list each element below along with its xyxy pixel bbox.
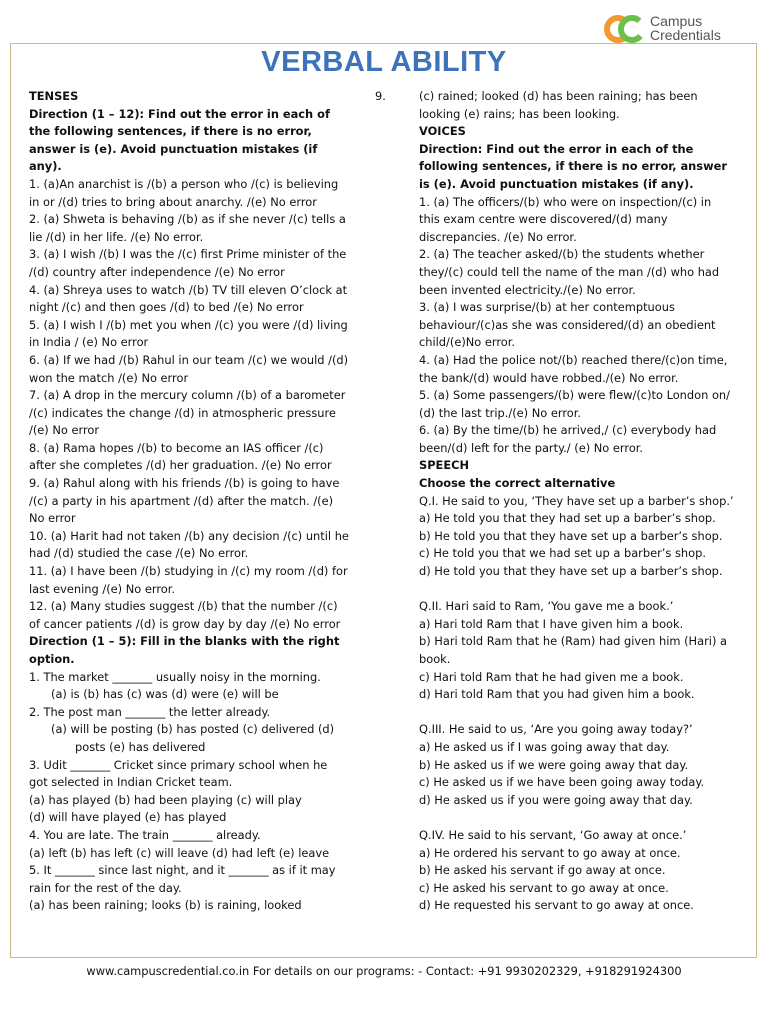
q9-number: 9.: [375, 89, 386, 103]
voice-item: 4. (a) Had the police not/(b) reached there/(c)on time, the bank/(d) would have robbed./(e) No error.: [419, 352, 728, 385]
error-item: 5. (a) I wish I /(b) met you when /(c) you were /(d) living in India / (e) No error: [29, 317, 348, 350]
fill-options: (a) will be posting (b) has posted (c) delivered (d): [51, 722, 335, 737]
fill-options: (a) is (b) has (c) was (d) were (e) will be: [51, 687, 279, 702]
speech-question: Q.II. Hari said to Ram, ‘You gave me a book.’: [419, 599, 674, 614]
fill-question: 1. The market _______ usually noisy in the morning.: [29, 669, 321, 684]
error-item: 8. (a) Rama hopes /(b) to become an IAS officer /(c) after she completes /(d) her graduation. /(e) No error: [29, 440, 332, 473]
speech-option: a) He ordered his servant to go away at once.: [419, 845, 681, 860]
fill-question: 2. The post man _______ the letter already.: [29, 704, 271, 719]
right-column: [375, 88, 735, 915]
right-body: [375, 123, 735, 915]
footer-contact: www.campuscredential.co.in For details on our programs: - Contact: +91 9930202329, +918291924300: [86, 964, 682, 978]
speech-option: a) Hari told Ram that I have given him a book.: [419, 616, 684, 631]
speech-heading: SPEECH: [419, 458, 470, 473]
fill-options: (a) has been raining; looks (b) is raining, looked: [29, 898, 302, 913]
speech-option: a) He asked us if I was going away that day.: [419, 739, 670, 754]
speech-option: c) He told you that we had set up a barber’s shop.: [419, 546, 706, 561]
error-item: 12. (a) Many studies suggest /(b) that the number /(c) of cancer patients /(d) is grow day by day /(e) No error: [29, 599, 341, 631]
voice-item: 5. (a) Some passengers/(b) were flew/(c)to London on/ (d) the last trip./(e) No error.: [419, 388, 730, 420]
speech-option: d) He told you that they have set up a barber’s shop.: [419, 564, 723, 579]
speech-question: Q.IV. He said to his servant, ‘Go away at once.’: [419, 827, 687, 842]
fill-options-cont: (d) will have played (e) has played: [29, 810, 227, 825]
spacer: [419, 704, 735, 722]
speech-option: b) He asked us if we were going away that day.: [419, 757, 689, 772]
error-item: 11. (a) I have been /(b) studying in /(c) my room /(d) for last evening /(e) No error.: [29, 564, 348, 596]
spacer: [419, 809, 735, 827]
brand-name: [650, 14, 721, 42]
error-item: 1. (a)An anarchist is /(b) a person who /(c) is believing in or /(d) tries to bring about anarchy. /(e) No error: [29, 176, 339, 209]
error-item: 10. (a) Harit had not taken /(b) any decision /(c) until he had /(d) studied the case /(e) No error.: [29, 528, 349, 561]
speech-option: c) Hari told Ram that he had given me a book.: [419, 669, 684, 684]
voice-item: 1. (a) The officers/(b) who were on inspection/(c) in this exam centre were discovered/(d) many discrepancies. /(e) No error.: [419, 194, 712, 244]
error-item: 6. (a) If we had /(b) Rahul in our team /(c) we would /(d) won the match /(e) No error: [29, 352, 349, 385]
tenses-direction: Direction (1 – 12): Find out the error in each of the following sentences, if there is no error, answer is (e). Avoid punctuation mistakes (if any).: [29, 106, 330, 174]
campus-credentials-logo-icon: [604, 14, 648, 44]
speech-option: a) He told you that they had set up a barber’s shop.: [419, 511, 716, 526]
speech-question: Q.I. He said to you, ‘They have set up a barber’s shop.’: [419, 493, 734, 508]
page-title: VERBAL ABILITY: [261, 46, 507, 78]
speech-option: d) He requested his servant to go away at once.: [419, 898, 694, 913]
fill-options-cont: posts (e) has delivered: [75, 739, 206, 754]
speech-option: c) He asked us if we have been going away today.: [419, 775, 705, 790]
speech-option: b) He asked his servant if go away at once.: [419, 863, 666, 878]
error-item: 2. (a) Shweta is behaving /(b) as if she never /(c) tells a lie /(d) in her life. /(e) No error.: [29, 212, 346, 244]
brand-line1: Campus: [650, 13, 703, 29]
speech-question: Q.III. He said to us, ‘Are you going away today?’: [419, 722, 693, 737]
voice-item: 2. (a) The teacher asked/(b) the students whether they/(c) could tell the name of the man /(d) who had been invented electricity./(e) No error.: [419, 247, 720, 297]
q9-text: (c) rained; looked (d) has been raining; has been looking (e) rains; has been looking.: [419, 89, 698, 121]
fill-question: 3. Udit _______ Cricket since primary school when he got selected in Indian Cricket team.: [29, 757, 328, 790]
voice-item: 3. (a) I was surprise/(b) at her contemptuous behaviour/(c)as she was considered/(d) an obedient child/(e)No error.: [419, 300, 716, 350]
fill-options: (a) left (b) has left (c) will leave (d) had left (e) leave: [29, 845, 330, 860]
voices-direction: Direction: Find out the error in each of the following sentences, if there is no error, answer is (e). Avoid punctuation mistakes (if any).: [419, 141, 727, 191]
q9-continuation: [375, 88, 735, 123]
fill-blanks-direction: Direction (1 – 5): Fill in the blanks with the right option.: [29, 634, 340, 666]
brand-logo: [604, 14, 754, 46]
error-item: 9. (a) Rahul along with his friends /(b) is going to have /(c) a party in his apartment /(d) after the match. /(e) No error: [29, 476, 340, 526]
speech-option: d) Hari told Ram that you had given him a book.: [419, 687, 695, 702]
speech-option: c) He asked his servant to go away at once.: [419, 880, 669, 895]
spacer: [419, 581, 735, 599]
fill-options: (a) has played (b) had been playing (c) will play: [29, 792, 302, 807]
fill-question: 4. You are late. The train _______ already.: [29, 827, 261, 842]
error-item: 4. (a) Shreya uses to watch /(b) TV till eleven O’clock at night /(c) and then goes /(d) to bed /(e) No error: [29, 282, 348, 315]
error-item: 7. (a) A drop in the mercury column /(b) of a barometer /(c) indicates the change /(d) in atmospheric pressure /(e) No error: [29, 388, 346, 438]
speech-option: b) He told you that they have set up a barber’s shop.: [419, 528, 723, 543]
speech-option: d) He asked us if you were going away that day.: [419, 792, 693, 807]
speech-direction: Choose the correct alternative: [419, 476, 616, 491]
tenses-heading: TENSES: [29, 89, 79, 103]
speech-option: b) Hari told Ram that he (Ram) had given him (Hari) a book.: [419, 634, 727, 666]
brand-line2: Credentials: [650, 27, 721, 43]
left-column: [29, 88, 349, 915]
voice-item: 6. (a) By the time/(b) he arrived,/ (c) everybody had been/(d) left for the party./ (e) No error.: [419, 423, 717, 455]
error-item: 3. (a) I wish /(b) I was the /(c) first Prime minister of the /(d) country after independence /(e) No error: [29, 247, 347, 279]
fill-question: 5. It _______ since last night, and it _______ as if it may rain for the rest of the day.: [29, 863, 336, 895]
voices-heading: VOICES: [419, 124, 466, 139]
